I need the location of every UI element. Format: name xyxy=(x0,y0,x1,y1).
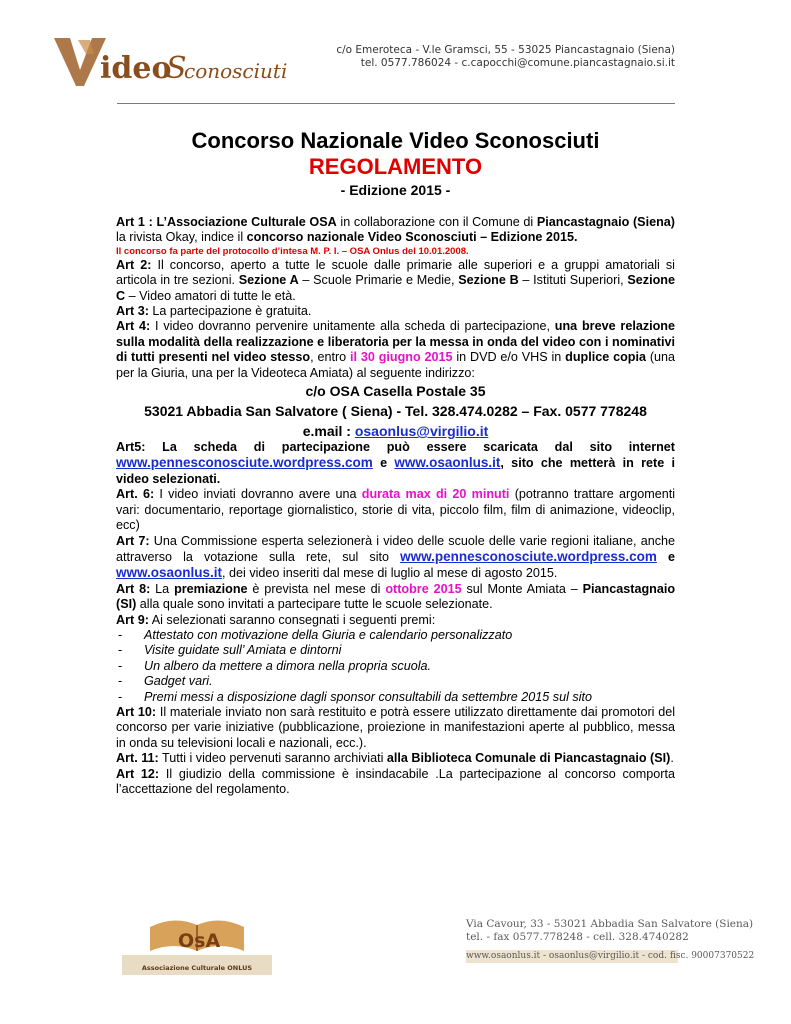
article-text: è prevista nel mese di xyxy=(247,581,386,596)
osaonlus-link[interactable]: www.osaonlus.it xyxy=(116,565,223,581)
postal-address-line2: 53021 Abbadia San Salvatore ( Siena) - Tel. 328.474.0282 – Fax. 0577 778248 xyxy=(144,403,647,420)
osa-book-icon xyxy=(122,907,272,975)
article-12 xyxy=(116,767,675,798)
article-bold: e xyxy=(656,549,675,564)
deadline-date: il 30 giugno 2015 xyxy=(350,350,453,365)
list-item: - Visite guidate sull’ Amiata e dintorni xyxy=(118,643,342,658)
article-label: Art. 6: xyxy=(116,487,155,502)
list-item: - Gadget vari. xyxy=(118,674,213,689)
article-label: Art 1 : L’Associazione Culturale OSA xyxy=(116,215,337,229)
article-text: La partecipazione è gratuita. xyxy=(148,304,312,319)
article-label: Art 8: xyxy=(116,581,151,596)
header-divider xyxy=(117,103,675,104)
article-text: . xyxy=(670,751,674,766)
pennesconosciute-link[interactable]: www.pennesconosciute.wordpress.com xyxy=(116,455,373,471)
article-text: (potranno trattare argomenti vari: documentario, reportage giornalistico, storie di vita, piccolo film, film di animazione, videoclip, ecc) xyxy=(116,487,676,533)
regulation-body xyxy=(116,215,675,797)
header-address-line1: c/o Emeroteca - V.le Gramsci, 55 - 53025 Piancastagnaio (Siena) xyxy=(336,44,675,56)
article-label: Art 9: xyxy=(116,612,149,627)
svg-text:S: S xyxy=(166,51,187,86)
protocol-note: Il concorso fa parte del protocollo d’intesa M. P. I. – OSA Onlus del 10.01.2008. xyxy=(116,245,469,257)
article-bold: una breve relazione sulla modalità della realizzazione e liberatoria per la messa in onda del video con i nominativi di tutti presenti nel video stesso xyxy=(116,319,676,365)
article-text: Ai selezionati saranno consegnati i seguenti premi: xyxy=(148,612,436,627)
prize-text: Attestato con motivazione della Giuria e calendario personalizzato xyxy=(144,627,513,642)
article-label: Art 10: xyxy=(116,704,157,719)
header-address xyxy=(330,44,675,70)
article-4 xyxy=(116,319,675,381)
article-text: Una Commissione esperta selezionerà i video delle scuole delle varie regioni italiane, anche attraverso la votazione sulla rete, sul sito xyxy=(116,533,676,564)
footer-address: Via Cavour, 33 - 53021 Abbadia San Salvatore (Siena) xyxy=(466,918,754,930)
article-6 xyxy=(116,487,675,533)
article-label: Art 3: xyxy=(116,304,149,319)
postal-address-2 xyxy=(116,403,675,420)
article-1 xyxy=(116,215,675,246)
article-text: (una per la Giuria, una per la Videoteca Amiata) al seguente indirizzo: xyxy=(116,350,676,380)
article-bold: concorso nazionale Video Sconosciuti – Edizione 2015. xyxy=(246,230,578,245)
article-text: , dei video inseriti dal mese di luglio al mese di agosto 2015. xyxy=(222,566,558,581)
article-text: in DVD e/o VHS in xyxy=(452,350,566,365)
article-text: – Istituti Superiori, xyxy=(518,273,628,288)
article-5 xyxy=(116,440,675,487)
article-bold: , sito che metterà in rete i video selezionati. xyxy=(116,456,675,486)
email-line xyxy=(116,423,675,440)
prize-text: Premi messi a disposizione dagli sponsor consultabili da settembre 2015 sul sito xyxy=(144,689,593,704)
article-text: – Scuole Primarie e Medie, xyxy=(298,273,459,288)
article-label: Art. 11: xyxy=(116,751,159,766)
article-text: la rivista Okay, indice il xyxy=(116,230,247,245)
videosconosciuti-logo-icon xyxy=(48,30,288,92)
article-text: sul Monte Amiata – xyxy=(461,581,583,596)
article-text: La xyxy=(150,581,175,596)
prize-text: Un albero da mettere a dimora nella propria scuola. xyxy=(144,658,432,673)
article-bold: Sezione A xyxy=(238,273,299,288)
article-11 xyxy=(116,751,675,766)
prize-text: Gadget vari. xyxy=(144,674,213,689)
article-7 xyxy=(116,534,675,582)
doc-subtitle: REGOLAMENTO xyxy=(308,154,483,179)
article-bold: Sezione B xyxy=(458,273,519,288)
article-text: Il giudizio della commissione è insindacabile .La partecipazione al concorso comporta l’accettazione del regolamento. xyxy=(116,766,675,796)
list-item: - Un albero da mettere a dimora nella propria scuola. xyxy=(118,658,432,673)
article-8 xyxy=(116,582,675,613)
footer-phone: tel. - fax 0577.778248 - cell. 328.4740282 xyxy=(466,931,689,943)
article-text: Il concorso, aperto a tutte le scuole dalle primarie alle superiori e a gruppi amatoriali si articola in tre sezioni. xyxy=(116,257,675,288)
article-bold: duplice copia xyxy=(565,350,646,365)
header-logo xyxy=(48,30,288,92)
article-label: Art 4: xyxy=(116,319,151,334)
article-text: alla quale sono invitati a partecipare tutte le scuole selezionate. xyxy=(136,597,493,612)
prize-text: Visite guidate sull’ Amiata e dintorni xyxy=(144,643,342,658)
list-item: - Attestato con motivazione della Giuria e calendario personalizzato xyxy=(118,627,513,642)
article-bold: La scheda di partecipazione può essere scaricata dal sito internet xyxy=(145,440,675,455)
article-label: Art 12: xyxy=(116,766,160,781)
article-9 xyxy=(116,613,675,628)
list-item: - Premi messi a disposizione dagli sponsor consultabili da settembre 2015 sul sito xyxy=(118,689,593,704)
article-label: Art 7: xyxy=(116,533,150,548)
postal-address-line1: c/o OSA Casella Postale 35 xyxy=(305,383,486,400)
prize-list xyxy=(116,628,675,705)
postal-address xyxy=(116,383,675,400)
article-text: , entro xyxy=(310,350,351,365)
article-label: Art5: xyxy=(116,440,146,455)
award-month: ottobre 2015 xyxy=(385,581,462,596)
email-label: e.mail : xyxy=(302,423,355,440)
doc-edition: - Edizione 2015 - xyxy=(340,182,451,198)
osa-logo xyxy=(122,907,272,975)
article-bold: Piancastagnaio (SI) xyxy=(116,581,676,612)
article-text: in collaborazione con il Comune di xyxy=(336,215,537,229)
doc-title: Concorso Nazionale Video Sconosciuti xyxy=(191,128,600,153)
article-text: – Video amatori di tutte le età. xyxy=(125,288,296,303)
article-text: Tutti i video pervenuti saranno archiviati xyxy=(158,751,387,766)
pennesconosciute-link[interactable]: www.pennesconosciute.wordpress.com xyxy=(400,548,657,564)
article-3 xyxy=(116,304,675,319)
svg-text:OsA: OsA xyxy=(178,930,221,952)
footer-contacts xyxy=(466,918,755,963)
article-bold: Piancastagnaio (Siena) xyxy=(536,215,675,229)
article-text: Il materiale inviato non sarà restituito e potrà essere utilizzato direttamente dai promotori del concorso per varie iniziative (pubblicazione, proiezione in manifestazioni aperte al pubblico, messa in onda su televisioni locali e nazionali, ecc.). xyxy=(116,704,675,750)
article-text: I video dovranno pervenire unitamente alla scheda di partecipazione, xyxy=(150,319,555,334)
article-10 xyxy=(116,705,675,751)
article-bold: alla Biblioteca Comunale di Piancastagnaio (SI) xyxy=(386,751,671,766)
article-bold: Sezione C xyxy=(116,273,675,303)
svg-text:ideo: ideo xyxy=(100,51,172,86)
article-2 xyxy=(116,258,675,304)
duration-highlight: durata max di 20 minuti xyxy=(361,487,510,502)
article-bold: e xyxy=(372,456,395,471)
header-address-line2: tel. 0577.786024 - c.capocchi@comune.piancastagnaio.si.it xyxy=(360,57,675,69)
osaonlus-link[interactable]: www.osaonlus.it xyxy=(394,455,501,471)
osa-logo-caption: Associazione Culturale ONLUS xyxy=(141,964,253,972)
footer-web: www.osaonlus.it - osaonlus@virgilio.it - cod. fisc. 90007370522 xyxy=(466,951,755,961)
article-bold: premiazione xyxy=(174,581,248,596)
email-link[interactable]: osaonlus@virgilio.it xyxy=(354,423,489,440)
svg-text:conosciuti: conosciuti xyxy=(184,59,288,83)
article-label: Art 2: xyxy=(116,257,152,272)
article-text: I video inviati dovranno avere una xyxy=(154,487,362,502)
